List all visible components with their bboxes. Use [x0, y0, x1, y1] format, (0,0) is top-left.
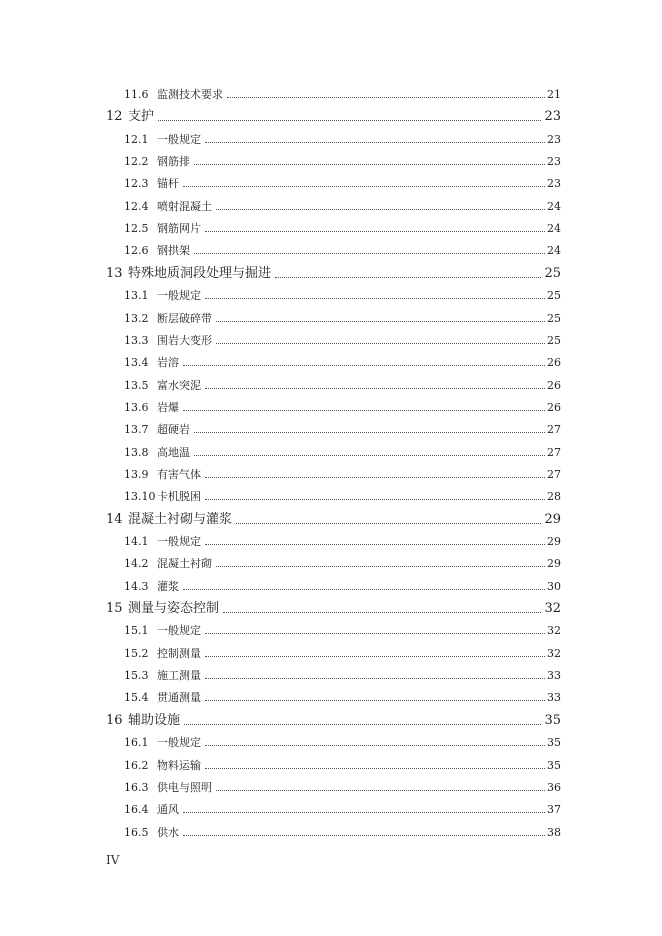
toc-dot-leader [183, 835, 547, 836]
toc-entry-number: 15.2 [124, 646, 149, 660]
toc-entry-title: 测量与姿态控制 [128, 599, 221, 619]
toc-entry-title: 监测技术要求 [157, 85, 225, 105]
toc-dot-leader [223, 612, 547, 613]
toc-entry-page-number: 21 [545, 85, 561, 105]
toc-entry-page-number: 30 [545, 577, 561, 597]
toc-entry-number: 13.7 [124, 423, 149, 437]
toc-entry-page-number: 23 [542, 107, 561, 127]
toc-dot-leader [216, 343, 547, 344]
toc-section-entry[interactable] [0, 532, 662, 552]
toc-chapter-entry[interactable] [0, 264, 662, 284]
toc-section-entry[interactable] [0, 554, 662, 574]
toc-entry-page-number: 27 [545, 443, 561, 463]
toc-chapter-entry[interactable] [0, 711, 662, 731]
toc-section-entry[interactable] [0, 152, 662, 172]
toc-entry-page-number: 25 [545, 331, 561, 351]
toc-chapter-entry[interactable] [0, 510, 662, 530]
toc-dot-leader [205, 678, 547, 679]
toc-entry-page-number: 24 [545, 197, 561, 217]
toc-section-entry[interactable] [0, 85, 662, 105]
toc-entry-title: 钢筋排 [157, 152, 192, 172]
toc-section-entry[interactable] [0, 733, 662, 753]
toc-entry-page-number: 27 [545, 420, 561, 440]
toc-dot-leader [205, 388, 547, 389]
toc-entry-title: 岩爆 [157, 398, 181, 418]
toc-dot-leader [205, 477, 547, 478]
toc-entry-page-number: 38 [545, 823, 561, 843]
toc-entry-number: 16.4 [124, 803, 149, 817]
toc-dot-leader [194, 253, 547, 254]
toc-entry-page-number: 23 [545, 152, 561, 172]
toc-entry-title: 超硬岩 [157, 420, 192, 440]
toc-section-entry[interactable] [0, 197, 662, 217]
toc-entry-title: 卡机脱困 [157, 487, 203, 507]
toc-dot-leader [194, 164, 547, 165]
toc-entry-title: 岩溶 [157, 353, 181, 373]
toc-entry-number: 13.8 [124, 445, 149, 459]
toc-entry-number: 15.4 [124, 691, 149, 705]
toc-entry-number: 13.5 [124, 378, 149, 392]
toc-entry-title: 灌浆 [157, 577, 181, 597]
toc-section-entry[interactable] [0, 621, 662, 641]
toc-entry-page-number: 26 [545, 398, 561, 418]
toc-entry-title: 特殊地质洞段处理与掘进 [128, 264, 273, 284]
toc-entry-page-number: 26 [545, 353, 561, 373]
toc-section-entry[interactable] [0, 241, 662, 261]
toc-entry-page-number: 26 [545, 376, 561, 396]
toc-entry-page-number: 37 [545, 800, 561, 820]
toc-dot-leader [205, 298, 547, 299]
toc-entry-title: 钢拱架 [157, 241, 192, 261]
toc-dot-leader [216, 209, 547, 210]
toc-dot-leader [183, 589, 547, 590]
toc-entry-number: 12.4 [124, 199, 149, 213]
toc-entry-page-number: 35 [545, 733, 561, 753]
toc-entry-title: 辅助设施 [128, 711, 182, 731]
toc-section-entry[interactable] [0, 756, 662, 776]
toc-dot-leader [236, 523, 547, 524]
toc-entry-page-number: 25 [545, 309, 561, 329]
toc-entry-number: 13.6 [124, 400, 149, 414]
toc-entry-number: 13.10 [124, 490, 156, 504]
toc-chapter-entry[interactable] [0, 107, 662, 127]
toc-section-entry[interactable] [0, 666, 662, 686]
toc-entry-number: 12.5 [124, 222, 149, 236]
toc-dot-leader [205, 231, 547, 232]
toc-entry-number: 14.1 [124, 535, 149, 548]
toc-entry-page-number: 25 [545, 286, 561, 306]
toc-dot-leader [184, 724, 547, 725]
toc-entry-title: 供电与照明 [157, 778, 214, 798]
toc-entry-title: 混凝土衬砌与灌浆 [128, 510, 234, 530]
toc-entry-number: 15.3 [124, 669, 149, 683]
toc-section-entry[interactable] [0, 577, 662, 597]
toc-section-entry[interactable] [0, 309, 662, 329]
toc-section-entry[interactable] [0, 398, 662, 418]
toc-entry-page-number: 24 [545, 241, 561, 261]
toc-dot-leader [205, 544, 547, 545]
toc-entry-number: 16.2 [124, 758, 149, 772]
toc-entry-page-number: 32 [545, 621, 561, 641]
toc-entry-page-number: 28 [545, 487, 561, 507]
toc-entry-number: 11.6 [124, 88, 149, 101]
toc-entry-number: 13.4 [124, 356, 149, 370]
toc-entry-page-number: 32 [545, 644, 561, 664]
toc-entry-number: 13.2 [124, 311, 149, 325]
toc-dot-leader [183, 365, 547, 366]
toc-dot-leader [183, 410, 547, 411]
toc-entry-number: 15.1 [124, 624, 149, 638]
toc-dot-leader [183, 186, 547, 187]
toc-entry-title: 通风 [157, 800, 181, 820]
toc-entry-title: 喷射混凝土 [157, 197, 214, 217]
toc-entry-title: 一般规定 [157, 621, 203, 641]
toc-section-entry[interactable] [0, 823, 662, 843]
toc-entry-title: 富水突泥 [157, 376, 203, 396]
toc-entry-page-number: 29 [542, 510, 561, 530]
toc-chapter-entry[interactable] [0, 599, 662, 619]
page-number-footer: IV [106, 853, 120, 867]
toc-section-entry[interactable] [0, 778, 662, 798]
toc-entry-page-number: 36 [545, 778, 561, 798]
toc-entry-title: 施工测量 [157, 666, 203, 686]
toc-entry-title: 支护 [128, 107, 156, 127]
toc-entry-number: 12.3 [124, 177, 149, 191]
toc-entry-number: 12.6 [124, 244, 149, 258]
toc-entry-title: 钢筋网片 [157, 219, 203, 239]
toc-dot-leader [216, 566, 547, 567]
toc-section-entry[interactable] [0, 331, 662, 351]
toc-entry-page-number: 35 [542, 711, 561, 731]
toc-dot-leader [205, 499, 547, 500]
toc-dot-leader [205, 633, 547, 634]
toc-entry-title: 物料运输 [157, 756, 203, 776]
toc-dot-leader [216, 321, 547, 322]
toc-entry-title: 一般规定 [157, 286, 203, 306]
toc-section-entry[interactable] [0, 688, 662, 708]
toc-entry-title: 断层破碎带 [157, 309, 214, 329]
toc-entry-page-number: 35 [545, 756, 561, 776]
toc-entry-number: 13 [106, 265, 123, 281]
toc-dot-leader [183, 812, 547, 813]
toc-entry-page-number: 33 [545, 666, 561, 686]
toc-entry-title: 锚杆 [157, 174, 181, 194]
toc-entry-title: 围岩大变形 [157, 331, 214, 351]
toc-dot-leader [275, 277, 547, 278]
toc-entry-title: 一般规定 [157, 130, 203, 150]
toc-entry-page-number: 29 [545, 554, 561, 574]
toc-entry-number: 16.1 [124, 736, 149, 750]
toc-entry-page-number: 24 [545, 219, 561, 239]
toc-entry-number: 16.5 [124, 825, 149, 839]
toc-entry-number: 14.3 [124, 579, 149, 593]
toc-entry-number: 15 [106, 601, 123, 617]
toc-dot-leader [205, 142, 547, 143]
toc-section-entry[interactable] [0, 443, 662, 463]
toc-entry-number: 13.1 [124, 289, 149, 303]
toc-dot-leader [205, 768, 547, 769]
toc-entry-page-number: 29 [545, 532, 561, 552]
toc-section-entry[interactable] [0, 420, 662, 440]
toc-section-entry[interactable] [0, 487, 662, 507]
toc-entry-page-number: 23 [545, 130, 561, 150]
toc-dot-leader [158, 120, 547, 121]
toc-section-entry[interactable] [0, 286, 662, 306]
toc-dot-leader [216, 790, 547, 791]
toc-dot-leader [227, 97, 547, 98]
toc-entry-title: 控制测量 [157, 644, 203, 664]
toc-entry-title: 有害气体 [157, 465, 203, 485]
toc-entry-number: 13.3 [124, 333, 149, 347]
toc-entry-title: 混凝土衬砌 [157, 554, 214, 574]
toc-entry-page-number: 32 [542, 599, 561, 619]
toc-entry-number: 12.1 [124, 132, 149, 146]
toc-dot-leader [205, 656, 547, 657]
toc-entry-number: 14.2 [124, 557, 149, 571]
toc-entry-number: 16.3 [124, 780, 149, 794]
toc-entry-number: 16 [106, 712, 123, 728]
toc-entry-number: 12 [106, 109, 123, 125]
toc-section-entry[interactable] [0, 353, 662, 373]
toc-dot-leader [194, 432, 547, 433]
toc-dot-leader [194, 455, 547, 456]
toc-section-entry[interactable] [0, 376, 662, 396]
toc-section-entry[interactable] [0, 219, 662, 239]
toc-entry-title: 供水 [157, 823, 181, 843]
toc-dot-leader [205, 700, 547, 701]
toc-entry-page-number: 23 [545, 174, 561, 194]
toc-section-entry[interactable] [0, 130, 662, 150]
toc-section-entry[interactable] [0, 800, 662, 820]
toc-entry-title: 一般规定 [157, 733, 203, 753]
toc-entry-page-number: 33 [545, 688, 561, 708]
toc-entry-number: 13.9 [124, 467, 149, 481]
toc-section-entry[interactable] [0, 644, 662, 664]
toc-entry-number: 12.2 [124, 155, 149, 169]
toc-entry-page-number: 25 [542, 264, 561, 284]
toc-dot-leader [205, 745, 547, 746]
toc-entry-title: 贯通测量 [157, 688, 203, 708]
toc-section-entry[interactable] [0, 174, 662, 194]
toc-entry-title: 高地温 [157, 443, 192, 463]
toc-entry-number: 14 [106, 511, 123, 527]
toc-entry-title: 一般规定 [157, 532, 203, 552]
toc-entry-page-number: 27 [545, 465, 561, 485]
toc-section-entry[interactable] [0, 465, 662, 485]
